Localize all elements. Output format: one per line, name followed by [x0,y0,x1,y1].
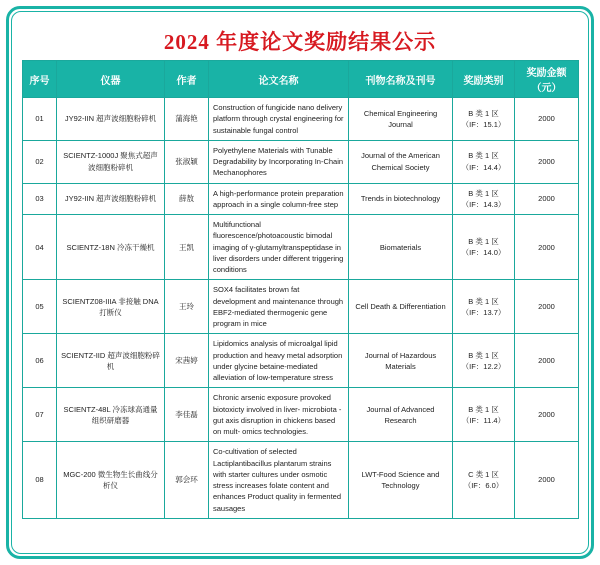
award-type-impact-factor: （IF：15.1） [461,119,506,129]
cell-journal: Chemical Engineering Journal [349,98,453,141]
table-row [23,388,579,442]
table-header-row [23,61,579,98]
cell-author: 李佳磊 [165,388,209,442]
column-header-paper: 论文名称 [209,61,349,98]
column-header-author: 作者 [165,61,209,98]
cell-journal: Trends in biotechnology [349,183,453,215]
cell-instrument: JY92-IIN 超声波细胞粉碎机 [57,98,165,141]
table-body [23,98,579,519]
table-row [23,183,579,215]
table-row [23,140,579,183]
cell-instrument: SCIENTZ-IID 超声波细胞粉碎机 [57,334,165,388]
cell-paper-title: Chronic arsenic exposure provoked biotoxicty involved in liver- microbiota -gut axis disruption in chickens based on mult- omics technologies. [209,388,349,442]
cell-author: 薛敖 [165,183,209,215]
award-type-category: B 类 1 区 [468,188,499,198]
cell-journal: Biomaterials [349,215,453,280]
award-type-category: B 类 1 区 [468,350,499,360]
cell-award-amount: 2000 [515,280,579,334]
award-type-category: B 类 1 区 [468,404,499,414]
award-type-impact-factor: （IF：14.0） [461,248,506,258]
award-type-impact-factor: （IF：12.2） [461,361,506,371]
cell-author: 郭会环 [165,442,209,519]
table-row [23,215,579,280]
cell-seq: 07 [23,388,57,442]
cell-seq: 01 [23,98,57,141]
cell-paper-title: Multifunctional fluorescence/photoacoustic bimodal imaging of γ-glutamyltranspeptidase in liver disorders under different triggering conditions [209,215,349,280]
page-title: 2024 年度论文奖励结果公示 [163,30,437,54]
cell-instrument: MGC-200 微生物生长曲线分析仪 [57,442,165,519]
cell-award-type [453,140,515,183]
cell-instrument: JY92-IIN 超声波细胞粉碎机 [57,183,165,215]
award-type-impact-factor: （IF：14.3） [461,199,506,209]
cell-paper-title: Co-cultivation of selected Lactiplantibacillus plantarum strains with starter cultures under osmotic stress increases folate content and enhances Product quality in fermented sausages [209,442,349,519]
cell-seq: 04 [23,215,57,280]
cell-author: 宋茜婷 [165,334,209,388]
table-row [23,280,579,334]
cell-seq: 08 [23,442,57,519]
cell-award-type [453,442,515,519]
cell-award-amount: 2000 [515,388,579,442]
cell-seq: 05 [23,280,57,334]
cell-author: 王玲 [165,280,209,334]
cell-journal: Cell Death & Differentiation [349,280,453,334]
results-table [22,60,579,519]
column-header-journal: 刊物名称及刊号 [349,61,453,98]
cell-award-type [453,388,515,442]
cell-seq: 02 [23,140,57,183]
award-type-category: C 类 1 区 [468,469,499,479]
table-row [23,98,579,141]
cell-journal: Journal of Advanced Research [349,388,453,442]
column-header-award-type: 奖励类别 [453,61,515,98]
table-row [23,442,579,519]
table-row [23,334,579,388]
cell-award-type [453,280,515,334]
cell-award-amount: 2000 [515,183,579,215]
cell-award-type [453,98,515,141]
cell-seq: 06 [23,334,57,388]
cell-instrument: SCIENTZ-1000J 聚焦式超声波细胞粉碎机 [57,140,165,183]
cell-instrument: SCIENTZ08-IIIA 非接触 DNA 打断仪 [57,280,165,334]
cell-seq: 03 [23,183,57,215]
cell-paper-title: Construction of fungicide nano delivery platform through crystal engineering for sustainable fungal control [209,98,349,141]
cell-author: 张淑颖 [165,140,209,183]
cell-award-amount: 2000 [515,215,579,280]
cell-award-type [453,215,515,280]
award-type-impact-factor: （IF：11.4） [461,415,506,425]
cell-award-type [453,334,515,388]
cell-author: 蒲海艳 [165,98,209,141]
cell-award-amount: 2000 [515,98,579,141]
cell-journal: Journal of the American Chemical Society [349,140,453,183]
award-type-category: B 类 1 区 [468,296,499,306]
award-type-category: B 类 1 区 [468,236,499,246]
award-type-category: B 类 1 区 [468,108,499,118]
award-type-impact-factor: （IF：13.7） [461,307,506,317]
cell-award-amount: 2000 [515,140,579,183]
results-table-container [22,60,578,519]
award-type-impact-factor: （IF：14.4） [461,162,506,172]
cell-journal: Journal of Hazardous Materials [349,334,453,388]
cell-award-amount: 2000 [515,334,579,388]
award-type-impact-factor: （IF：6.0） [463,481,504,490]
table-header [23,61,579,98]
cell-paper-title: SOX4 facilitates brown fat development and maintenance through EBF2-mediated thermogenic gene program in mice [209,280,349,334]
cell-instrument: SCIENTZ-48L 冷冻球高通量组织研磨器 [57,388,165,442]
cell-award-amount: 2000 [515,442,579,519]
cell-author: 王凯 [165,215,209,280]
cell-paper-title: Polyethylene Materials with Tunable Degradability by Incorporating In-Chain Mechanophores [209,140,349,183]
cell-paper-title: A high-performance protein preparation approach in a single column-free step [209,183,349,215]
cell-award-type [453,183,515,215]
column-header-seq: 序号 [23,61,57,98]
column-header-instrument: 仪器 [57,61,165,98]
cell-instrument: SCIENTZ-18N 冷冻干燥机 [57,215,165,280]
cell-paper-title: Lipidomics analysis of microalgal lipid production and heavy metal adsorption under glycine betaine-mediated alleviation of low-temperature stress [209,334,349,388]
column-header-award-amount: 奖励金额（元） [515,61,579,98]
award-type-category: B 类 1 区 [468,151,499,161]
cell-journal: LWT-Food Science and Technology [349,442,453,519]
